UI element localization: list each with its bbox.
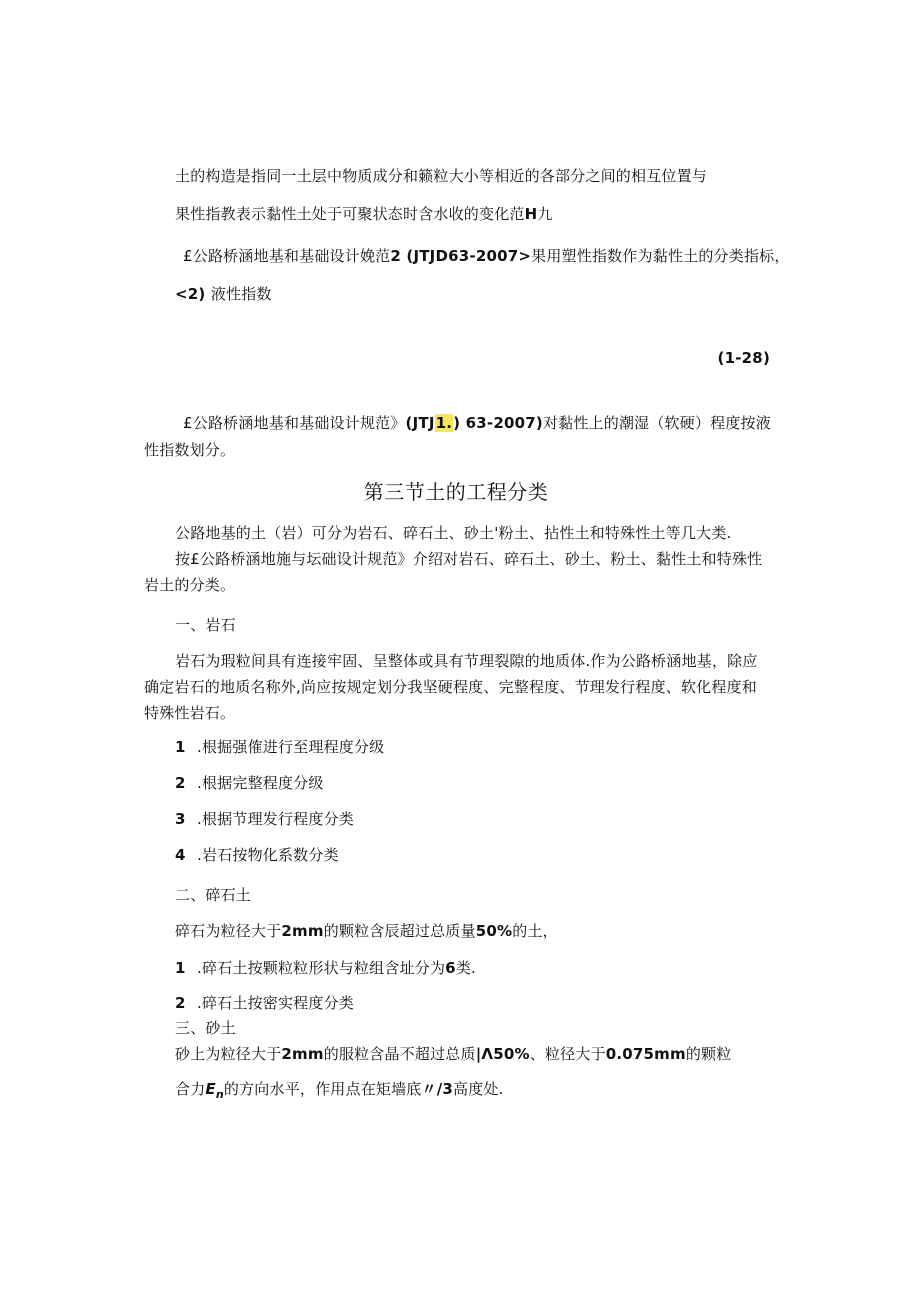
paragraph-text: 对黏性上的潮湿（软硬）程度按液: [542, 414, 771, 432]
paragraph-text: 的颗粒含辰超过总质量: [323, 922, 476, 940]
paragraph-rock-line2: 确定岩石的地质名称外,尚应按规定划分我坚硬程度、完整程度、节理发行程度、软化程度和: [144, 678, 757, 696]
symbol-subscript: n: [215, 1088, 224, 1101]
paragraph-text: 高度处.: [453, 1080, 504, 1098]
code-number: (JTJ: [405, 414, 435, 432]
list-item: [175, 993, 354, 1013]
paragraph-text: 合力: [175, 1080, 206, 1098]
bold-value: 50%: [475, 922, 513, 940]
paragraph-text: £公路桥涵地基和基础设计娩范: [183, 247, 391, 265]
list-text: .碎石土按颗粒粒形状与粒组含址分为: [197, 959, 446, 977]
list-number: 2: [175, 774, 186, 792]
paragraph-text: £公路桥涵地基和基础设计规范》: [183, 414, 406, 432]
paragraph-text: 的服粒含晶不超过总质: [323, 1045, 476, 1063]
list-item: [175, 773, 324, 793]
paragraph-structure: [175, 166, 707, 186]
symbol-E: E: [205, 1080, 216, 1098]
list-text: .碎石土按密实程度分类: [197, 994, 354, 1012]
list-text: .岩石按物化系数分类: [197, 846, 339, 864]
paragraph-moisture-state-line2: 性指数划分。: [144, 441, 236, 459]
list-item: [175, 845, 339, 865]
paragraph-text: 果性指教表示黏性土处于可聚状态时含水收的变化范: [175, 205, 525, 223]
list-number: 4: [175, 846, 186, 864]
heading-gravel-soil: 二、碎石土: [175, 886, 252, 904]
paragraph-text: 果用塑性指数作为黏性土的分类指标，: [531, 247, 790, 265]
paragraph-text: 、粒径大于: [529, 1045, 606, 1063]
list-text: .根掘强傕进行至理程度分级: [197, 738, 385, 756]
paragraph-code-classification-line2: 岩土的分类。: [144, 576, 236, 594]
paragraph-text: 的颗粒: [685, 1045, 732, 1063]
list-text: 类.: [455, 959, 476, 977]
code-number: 2 (JTJD63-2007>: [390, 247, 532, 265]
bold-value: |Λ50%: [475, 1045, 530, 1063]
list-number: 2: [175, 994, 186, 1012]
paragraph-text: 碎石为粒径大于: [175, 922, 282, 940]
subheading-number: <2): [175, 285, 211, 303]
formula-number: (1-28): [717, 349, 770, 367]
subheading-text: 液性指数: [210, 285, 272, 303]
list-number: 3: [175, 810, 186, 828]
bold-value: 〃/3: [421, 1080, 454, 1098]
paragraph-text: 土的构造是指同一土层中物质成分和籁粒大小等相近的各部分之间的相互位置与: [175, 167, 708, 185]
paragraph-rock: 岩石为瑕粒间具有连接牢固、呈整体或具有节理裂隙的地质体.作为公路桥涵地基，除应: [175, 652, 758, 670]
paragraph-resultant-force: [175, 1079, 504, 1105]
list-text: .根据节理发行程度分类: [197, 810, 354, 828]
section-title: 第三节土的工程分类: [363, 480, 549, 504]
bold-value: 2mm: [281, 1045, 324, 1063]
paragraph-code-classification: 按£公路桥涵地施与坛础设计规范》介绍对岩石、碎石土、砂土、粉土、黏性土和特殊性: [175, 550, 763, 568]
list-item: [175, 737, 384, 757]
list-number: 1: [175, 738, 186, 756]
paragraph-rock-line3: 特殊性岩石。: [144, 704, 236, 722]
paragraph-plasticity-index: [175, 204, 553, 224]
paragraph-classification: 公路地基的土（岩）可分为岩石、碎石土、砂土'粉土、拈性土和特殊性土等几大类.: [175, 524, 732, 542]
bold-value: 0.075mm: [605, 1045, 686, 1063]
heading-rock: 一、岩石: [175, 616, 236, 634]
bold-text: H: [524, 205, 538, 223]
paragraph-code-reference: [183, 246, 790, 266]
paragraph-gravel-soil: [175, 921, 558, 941]
list-text: .根据完整程度分级: [197, 774, 324, 792]
heading-sand-soil: 三、砂土: [175, 1019, 236, 1037]
code-number: ) 63-2007): [453, 414, 543, 432]
list-number: 1: [175, 959, 186, 977]
bold-value: 6: [445, 959, 456, 977]
paragraph-text: 的土，: [512, 922, 558, 940]
paragraph-moisture-state: [183, 413, 771, 433]
paragraph-sand-soil: [175, 1044, 731, 1064]
bold-value: 2mm: [281, 922, 324, 940]
paragraph-text: 的方向水平，作用点在矩墙底: [223, 1080, 422, 1098]
paragraph-text: 九: [537, 205, 553, 223]
highlighted-text: 1.: [435, 414, 453, 432]
list-item: [175, 958, 476, 978]
list-item: [175, 809, 354, 829]
subheading-liquidity-index: [175, 284, 272, 304]
paragraph-text: 砂上为粒径大于: [175, 1045, 282, 1063]
